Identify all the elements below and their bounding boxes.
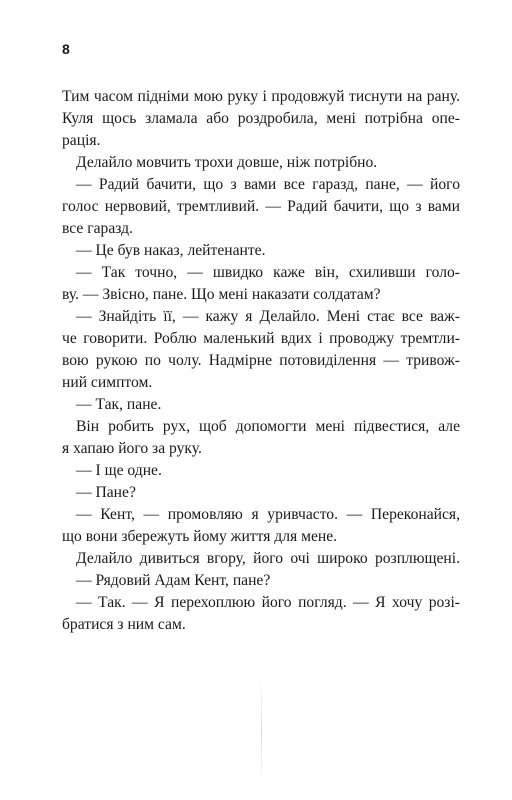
text-line: — Так точно, — швидко каже він, схиливши голо- bbox=[76, 264, 460, 281]
text-line: голос нервовий, тремтливий. — Радий бачити, що з вами bbox=[62, 198, 460, 215]
text-line: все гаразд. bbox=[62, 220, 133, 237]
text-line: Він робить рух, щоб допомогти мені підвестися, але bbox=[76, 418, 460, 435]
text-line: Тим часом підніми мою руку і продовжуй тиснути на рану. bbox=[62, 88, 460, 105]
text-line: — Знайдіть її, — кажу я Делайло. Мені стає все важ- bbox=[76, 308, 460, 325]
text-line: — Це був наказ, лейтенанте. bbox=[76, 242, 266, 259]
text-line: — Пане? bbox=[76, 484, 136, 501]
text-line: че говорити. Роблю маленький вдих і проводжу тремтли- bbox=[62, 330, 460, 347]
text-line: ний симптом. bbox=[62, 374, 153, 391]
page-crease bbox=[261, 678, 262, 788]
text-line: Куля щось зламала або роздробила, мені потрібна опе- bbox=[62, 110, 460, 127]
text-line: я хапаю його за руку. bbox=[62, 440, 202, 457]
text-line: — Радий бачити, що з вами все гаразд, пане, — його bbox=[76, 176, 460, 193]
text-line: — Рядовий Адам Кент, пане? bbox=[76, 572, 271, 589]
text-line: вою рукою по чолу. Надмірне потовиділення — тривож- bbox=[62, 352, 460, 369]
text-line: ву. — Звісно, пане. Що мені наказати солдатам? bbox=[62, 286, 381, 303]
text-line: Делайло мовчить трохи довше, ніж потрібно. bbox=[76, 154, 378, 171]
text-line: — Кент, — промовляю я уривчасто. — Переконайся, bbox=[76, 506, 460, 523]
text-line: що вони збережуть йому життя для мене. bbox=[62, 528, 338, 545]
body-text bbox=[62, 86, 460, 636]
page-number: 8 bbox=[62, 41, 70, 57]
text-line: братися з ним сам. bbox=[62, 616, 186, 633]
text-line: — І ще одне. bbox=[76, 462, 162, 479]
text-line: — Так. — Я перехоплюю його погляд. — Я хочу розі- bbox=[76, 594, 460, 611]
text-line: — Так, пане. bbox=[76, 396, 162, 413]
text-line: Делайло дивиться вгору, його очі широко розплющені. bbox=[76, 550, 460, 567]
text-line: рація. bbox=[62, 132, 101, 149]
